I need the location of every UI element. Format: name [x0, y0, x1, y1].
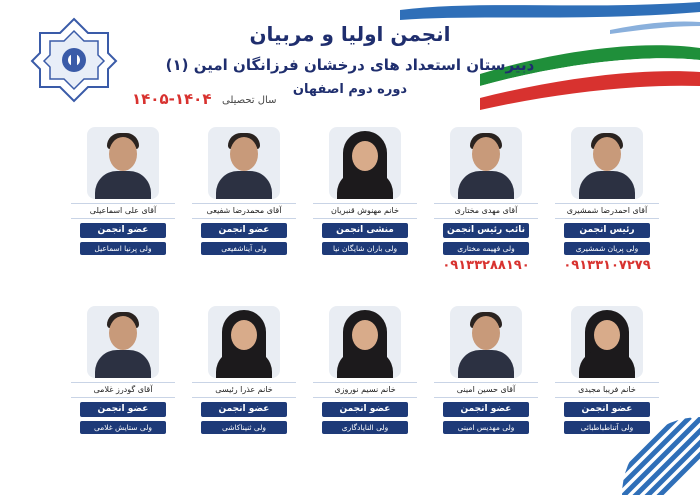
member-role: رئیس انجمن — [564, 223, 650, 238]
decorative-stripes-icon — [622, 417, 700, 495]
member-phone: ۰۹۱۳۳۲۸۸۱۹۰ — [442, 258, 530, 273]
member-photo — [571, 127, 643, 199]
page-title: انجمن اولیا و مربیان — [249, 22, 451, 46]
member-parent-of: ولی پرنیا اسماعیل — [80, 242, 166, 255]
member-name: آقای حسین امینی — [434, 382, 538, 398]
member-card — [434, 306, 538, 434]
member-card — [71, 127, 175, 255]
member-name: خانم نسیم نوروزی — [313, 382, 417, 398]
member-parent-of: ولی ثنیناکاشی — [201, 421, 287, 434]
member-name: آقای گودرز غلامی — [71, 382, 175, 398]
member-parent-of: ولی ستایش غلامی — [80, 421, 166, 434]
academic-year-label: سال تحصیلی — [222, 95, 277, 106]
member-parent-of: ولی آتناطباطبائی — [564, 421, 650, 434]
member-role: عضو انجمن — [201, 223, 287, 238]
member-photo — [329, 306, 401, 378]
member-card — [71, 306, 175, 434]
member-photo — [329, 127, 401, 199]
school-grade: دوره دوم اصفهان — [292, 82, 408, 97]
member-role: عضو انجمن — [80, 223, 166, 238]
member-photo — [87, 127, 159, 199]
member-card — [192, 306, 296, 434]
member-role: عضو انجمن — [80, 402, 166, 417]
member-card — [313, 306, 417, 434]
member-role: نائب رئیس انجمن — [443, 223, 529, 238]
member-photo — [450, 306, 522, 378]
member-parent-of: ولی فهیمه مختاری — [443, 242, 529, 255]
member-name: خانم عذرا رئیسی — [192, 382, 296, 398]
member-parent-of: ولی پریان شمشیری — [564, 242, 650, 255]
member-name: آقای مهدی مختاری — [434, 203, 538, 219]
member-name: خانم فریبا مجیدی — [555, 382, 659, 398]
member-photo — [450, 127, 522, 199]
member-role: منشی انجمن — [322, 223, 408, 238]
member-role: عضو انجمن — [201, 402, 287, 417]
member-card — [313, 127, 417, 255]
school-name: دبیرستان استعداد های درخشان فرزانگان امین (۱) — [165, 56, 535, 74]
academic-year-value: ۱۴۰۵-۱۴۰۴ — [132, 90, 212, 108]
member-name: خانم مهنوش قنبریان — [313, 203, 417, 219]
member-role: عضو انجمن — [564, 402, 650, 417]
member-parent-of: ولی آیناشفیعی — [201, 242, 287, 255]
member-card — [434, 127, 538, 273]
member-card — [555, 306, 659, 434]
member-photo — [208, 127, 280, 199]
member-role: عضو انجمن — [322, 402, 408, 417]
member-role: عضو انجمن — [443, 402, 529, 417]
member-card — [555, 127, 659, 273]
member-photo — [208, 306, 280, 378]
member-name: آقای محمدرضا شفیعی — [192, 203, 296, 219]
member-name: آقای علی اسماعیلی — [71, 203, 175, 219]
member-parent-of: ولی باران شایگان نیا — [322, 242, 408, 255]
member-card — [192, 127, 296, 255]
member-parent-of: ولی النایادگاری — [322, 421, 408, 434]
member-photo — [87, 306, 159, 378]
member-photo — [571, 306, 643, 378]
member-phone: ۰۹۱۳۳۱۰۷۲۷۹ — [563, 258, 651, 273]
member-parent-of: ولی مهدیس امینی — [443, 421, 529, 434]
member-name: آقای احمدرضا شمشیری — [555, 203, 659, 219]
